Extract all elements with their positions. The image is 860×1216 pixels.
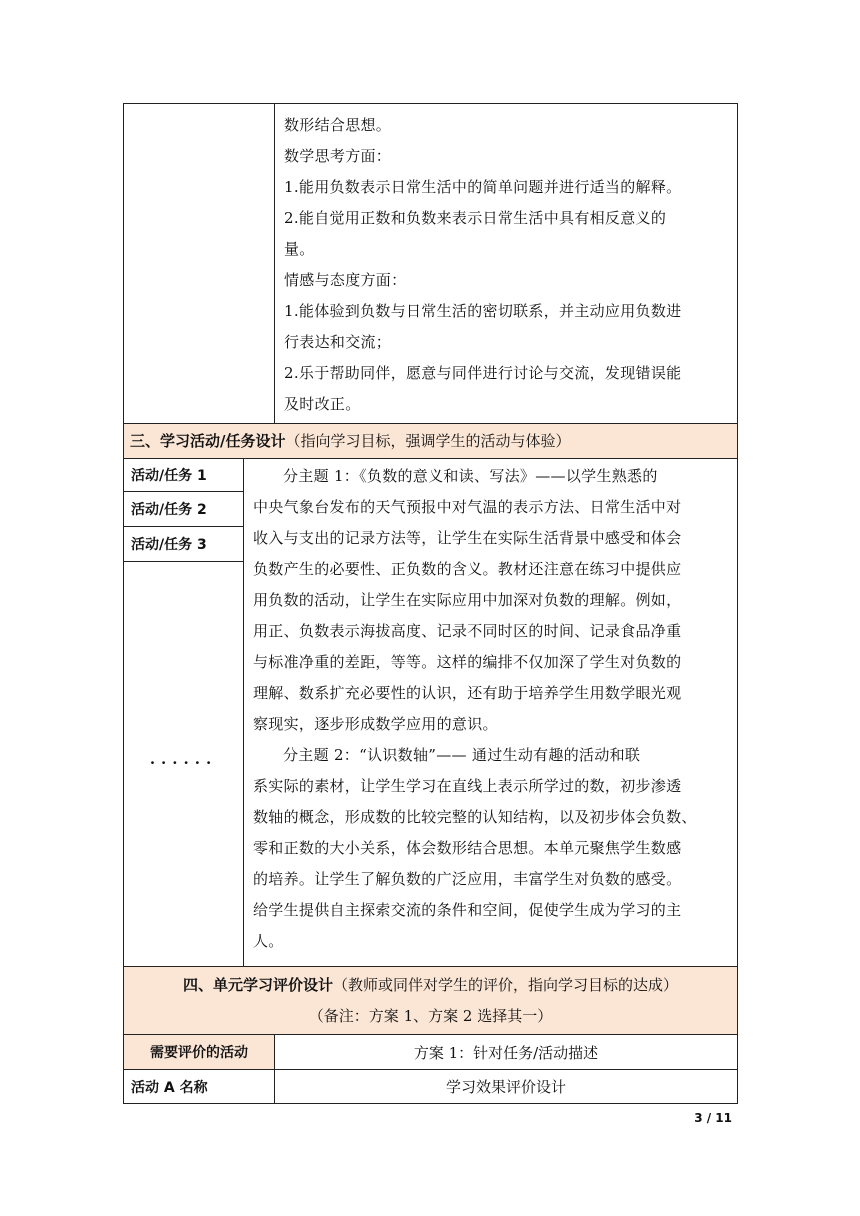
- table-rule: [737, 103, 738, 1104]
- objective-line: 情感与态度方面：: [284, 271, 407, 289]
- section4-remark: （备注：方案 1、方案 2 选择其一）: [308, 1007, 553, 1025]
- desc-line: 给学生提供自主探索交流的条件和空间，促使学生成为学习的主: [253, 901, 682, 919]
- desc-line: 人。: [253, 932, 284, 950]
- desc-line: 中央气象台发布的天气预报中对气温的表示方法、日常生活中对: [253, 498, 682, 516]
- objective-line: 行表达和交流；: [284, 333, 392, 351]
- objective-line: 及时改正。: [284, 395, 361, 413]
- table-rule: [274, 103, 275, 423]
- ellipsis-marker: ······: [149, 754, 218, 772]
- objective-line: 1.能用负数表示日常生活中的简单问题并进行适当的解释。: [284, 178, 682, 196]
- table-rule: [123, 561, 243, 562]
- section3-header: [130, 423, 735, 458]
- table-rule: [123, 966, 738, 967]
- desc-line: 与标准净重的差距，等等。这样的编排不仅加深了学生对负数的: [253, 653, 682, 671]
- desc-line: 零和正数的大小关系，体会数形结合思想。本单元聚焦学生数感: [253, 839, 682, 857]
- table-rule: [123, 1103, 738, 1104]
- activity-label-1: 活动/任务 1: [131, 467, 207, 484]
- eval-col1-header: 需要评价的活动: [150, 1045, 248, 1061]
- eval-row-value: 学习效果评价设计: [445, 1078, 566, 1096]
- activity-label-3: 活动/任务 3: [131, 536, 207, 553]
- eval-row-label: 活动 A 名称: [131, 1079, 208, 1096]
- desc-line: 用正、负数表示海拔高度、记录不同时区的时间、记录食品净重: [253, 622, 682, 640]
- objective-line: 2.能自觉用正数和负数来表示日常生活中具有相反意义的: [284, 209, 667, 227]
- desc-line: 用负数的活动，让学生在实际应用中加深对负数的理解。例如，: [253, 591, 682, 609]
- section3-note: （指向学习目标，强调学生的活动与体验）: [285, 432, 571, 450]
- activity-description: [253, 461, 735, 957]
- desc-line: 理解、数系扩充必要性的认识，还有助于培养学生用数学眼光观: [253, 684, 682, 702]
- eval-col2-header: 方案 1：针对任务/活动描述: [413, 1043, 599, 1062]
- objectives-text: [284, 110, 734, 420]
- objective-line: 2.乐于帮助同伴，愿意与同伴进行讨论与交流，发现错误能: [284, 364, 682, 382]
- objective-line: 数形结合思想。: [284, 116, 392, 134]
- section3-heading: 三、学习活动/任务设计: [130, 432, 286, 450]
- section4-heading: 四、单元学习评价设计: [182, 976, 333, 994]
- table-rule: [243, 458, 244, 966]
- objective-line: 数学思考方面：: [284, 147, 392, 165]
- table-rule: [123, 103, 124, 1104]
- desc-line: 的培养。让学生了解负数的广泛应用，丰富学生对负数的感受。: [253, 870, 682, 888]
- desc-line: 系实际的素材，让学生学习在直线上表示所学过的数，初步渗透: [253, 777, 682, 795]
- section4-header: [124, 970, 737, 1032]
- objective-line: 量。: [284, 240, 315, 258]
- desc-line: 分主题 2：“认识数轴”—— 通过生动有趣的活动和联: [283, 746, 641, 764]
- desc-line: 数轴的概念，形成数的比较完整的认知结构，以及初步体会负数、: [253, 808, 697, 826]
- section4-note: （教师或同伴对学生的评价，指向学习目标的达成）: [333, 976, 679, 994]
- desc-line: 察现实，逐步形成数学应用的意识。: [253, 715, 498, 733]
- desc-line: 分主题 1：《负数的意义和读、写法》——以学生熟悉的: [283, 467, 658, 485]
- activity-label-2: 活动/任务 2: [131, 501, 207, 518]
- page-number: 3 / 11: [694, 1111, 732, 1125]
- desc-line: 负数产生的必要性、正负数的含义。教材还注意在练习中提供应: [253, 560, 682, 578]
- objective-line: 1.能体验到负数与日常生活的密切联系，并主动应用负数进: [284, 302, 682, 320]
- table-rule: [123, 103, 738, 104]
- desc-line: 收入与支出的记录方法等，让学生在实际生活背景中感受和体会: [253, 529, 682, 547]
